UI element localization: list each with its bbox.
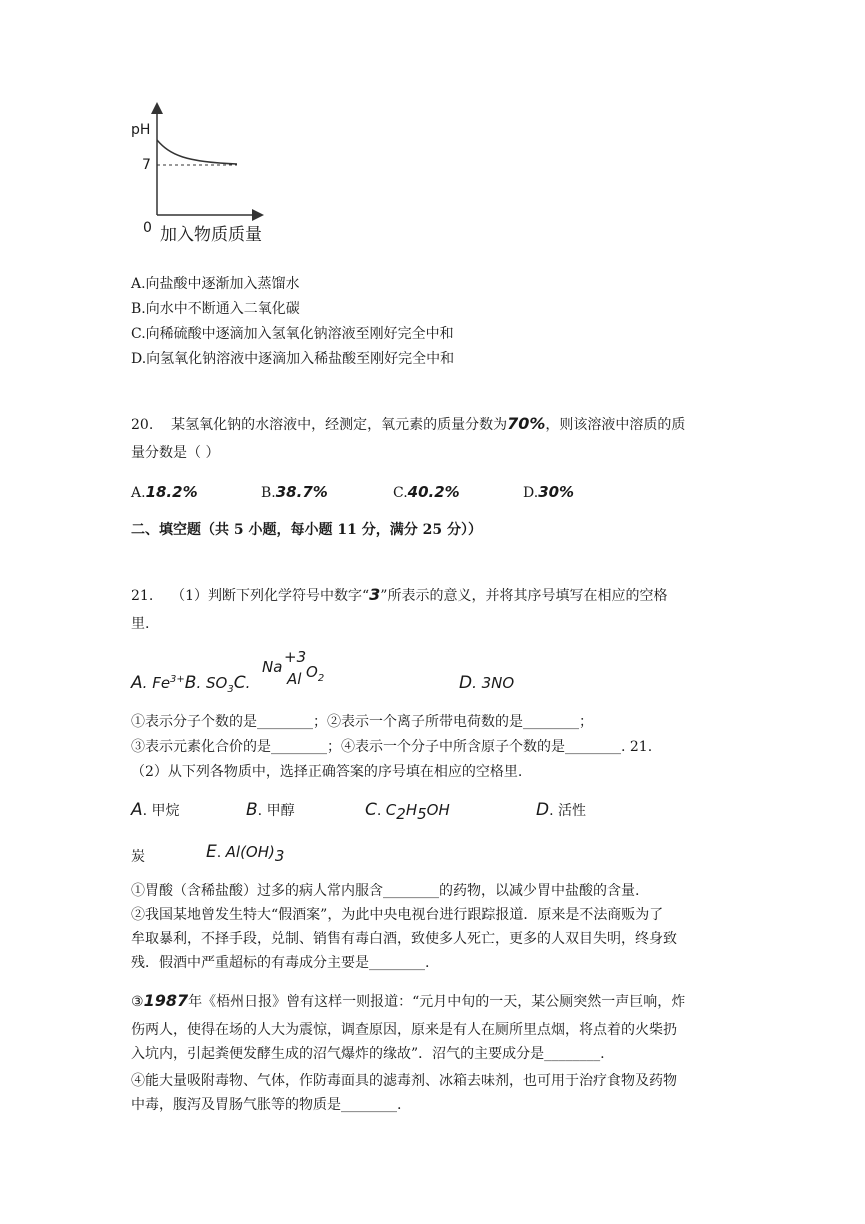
q19-option-a: A.向盐酸中逐渐加入蒸馏水	[131, 276, 300, 292]
ph-curve	[157, 140, 237, 164]
q19-option-d: D.向氢氧化钠溶液中逐滴加入稀盐酸至刚好完全中和	[131, 351, 455, 367]
q21-2-item2-l1: ②我国某地曾发生特大“假酒案”，为此中央电视台进行跟踪报道．原来是不法商贩为了	[131, 907, 664, 923]
q21-2-option-d-cont: 炭	[131, 849, 145, 865]
q21-2-item1: ①胃酸（含稀盐酸）过多的病人常内服含________的药物，以减少胃中盐酸的含量.	[131, 883, 640, 899]
q21-2-item2-l3: 残．假酒中严重超标的有毒成分主要是________.	[131, 955, 430, 971]
q21-number: 21.	[131, 588, 154, 604]
q21-2-item3-l1: ③1987年《梧州日报》曾有这样一则报道：“元月中旬的一天，某公厕突然一声巨响，炸	[131, 991, 686, 1010]
q21-2-item4-l2: 中毒，腹泻及胃肠气胀等的物质是________.	[131, 1097, 402, 1113]
formula-c-na: Na	[262, 658, 283, 676]
q21-2-option-e: E. $Al(OH)_3$	[206, 842, 285, 865]
formula-a: A. $Fe^{3+}B$. $SO_3C$.	[131, 673, 251, 695]
q19-option-b: B.向水中不断通入二氧化碳	[131, 301, 300, 317]
q21-2-item2-l2: 牟取暴利，不择手段，兑制、销售有毒白酒，致使多人死亡，更多的人双目失明，终身致	[131, 931, 677, 947]
formula-c-charge: +3	[284, 648, 307, 666]
q20-option-b: B.38.7%	[261, 483, 328, 501]
q20-stem-value: 70%	[507, 414, 546, 433]
q20-option-d: D.30%	[523, 483, 575, 501]
q20-option-c: C.40.2%	[393, 483, 460, 501]
q20-option-a: A.18.2%	[131, 483, 198, 501]
origin-label: 0	[143, 220, 152, 236]
q19-option-c: C.向稀硫酸中逐滴加入氢氧化钠溶液至刚好完全中和	[131, 326, 454, 342]
q21-2-option-d: D. 活性	[536, 800, 586, 820]
q21-1-stem-line2: 里.	[131, 616, 150, 632]
q20-stem-line2: 量分数是（ ）	[131, 445, 220, 461]
q21-2-stem: （2）从下列各物质中，选择正确答案的序号填在相应的空格里.	[131, 764, 523, 780]
q20-stem-part1: 某氢氧化钠的水溶液中，经测定，氧元素的质量分数为	[171, 417, 508, 433]
x-axis-label: 加入物质质量	[160, 225, 262, 245]
formula-c-o2: $O_2$	[306, 663, 325, 684]
q21-2-option-b: B. 甲醇	[246, 800, 295, 820]
q21-2-option-a: A. 甲烷	[131, 800, 180, 820]
q21-2-option-c: C. $C_2H_5OH$	[365, 800, 450, 823]
q21-1-stem-line1: 21. （1）判断下列化学符号中数字“3”所表示的意义，并将其序号填写在相应的空格	[131, 585, 668, 604]
q21-2-item3-l2: 伤两人，使得在场的人大为震惊，调查原因，原来是有人在厕所里点烟，将点着的火柴扔	[131, 1022, 677, 1038]
q20-stem-line1	[131, 414, 685, 434]
q21-1-line-b: ③表示元素化合价的是________；④表示一个分子中所含原子个数的是________. 21.	[131, 739, 653, 755]
q20-stem-part2: ，则该溶液中溶质的质	[545, 417, 686, 433]
y-tick-7: 7	[142, 157, 151, 173]
y-axis-label: pH	[131, 122, 151, 138]
formula-c-al: Al	[287, 670, 302, 688]
q20-number: 20.	[131, 417, 154, 433]
q21-2-item4-l1: ④能大量吸附毒物、气体，作防毒面具的滤毒剂、冰箱去味剂，也可用于治疗食物及药物	[131, 1073, 677, 1089]
q21-2-item3-l3: 入坑内，引起粪便发酵生成的沼气爆炸的缘故”．沼气的主要成分是________.	[131, 1046, 605, 1062]
formula-d: D. 3NO	[459, 673, 515, 693]
q21-1-line-a: ①表示分子个数的是________；②表示一个离子所带电荷数的是________；	[131, 714, 593, 730]
section2-title: 二、填空题（共 5 小题，每小题 11 分，满分 25 分））	[131, 522, 482, 538]
